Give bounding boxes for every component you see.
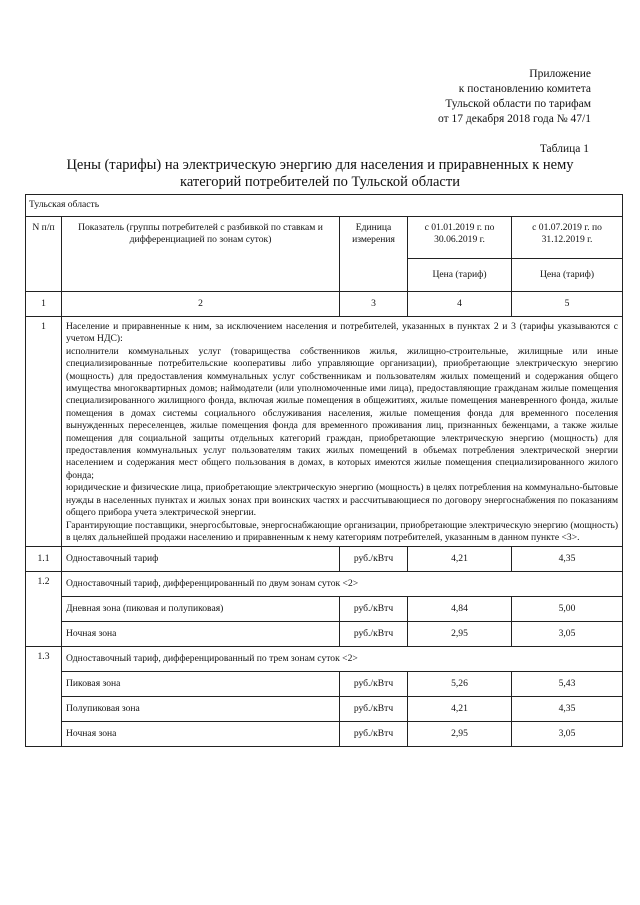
group-1-3-row-unit: руб./кВтч [340,697,408,722]
group-1-3-row-value-1: 2,95 [408,722,512,747]
header-price-1: Цена (тариф) [408,259,512,292]
group-1-2-row-unit: руб./кВтч [340,597,408,622]
row-1-1-value-1: 4,21 [408,547,512,572]
row-1-1-unit: руб./кВтч [340,547,408,572]
col-number: 2 [62,292,340,317]
col-number: 5 [512,292,623,317]
section-1-paragraph: исполнители коммунальных услуг (товарищества собственников жилья, жилищно-строительные, жилищные или иные специализированные потребительские кооперативы либо управляющие организации), приобретающие электрическую энергию (мощность) для предоставления коммунальных услуг собственникам и пользователям жилых помещений и содержания общего имущества многоквартирных домов; наймодатели (или уполномоченные ими лица), предоставляющие гражданам жилые помещения специализированного жилищного фонда, включая жилые помещения в общежитиях, жилые помещения маневренного фонда, жилые помещения в домах системы социального обслуживания населения, жилые помещения фонда для временного поселения вынужденных переселенцев, жилые помещения фонда для временного проживания лиц, признанных беженцами, а также жилые помещения для социальной защиты отдельных категорий граждан, приобретающие электрическую энергию (мощность) для предоставления коммунальных услуг пользователям таких жилых помещений в объемах потребления электрической энергии населением и содержания мест общего пользования в домах, в которых имеются жилые помещения специализированного жилого фонда; [66,345,619,481]
group-1-2-row-value-1: 2,95 [408,622,512,647]
group-1-2-row-unit: руб./кВтч [340,622,408,647]
section-1-num: 1 [26,317,62,547]
appendix-block [331,67,591,127]
group-1-3-row-value-2: 3,05 [512,722,623,747]
appendix-line: Приложение [529,68,591,80]
tariff-table [25,194,623,747]
header-indicator: Показатель (группы потребителей с разбивкой по ставкам и дифференциацией по зонам суток) [62,217,340,292]
section-1-paragraph: Гарантирующие поставщики, энергосбытовые, энергоснабжающие организации, приобретающие электрическую энергию (мощность) в целях дальнейшей продажи населению и приравненным к нему категориям потребителей, указанным в данном пункте <3>. [66,519,619,543]
group-1-3-row-label: Ночная зона [62,722,340,747]
group-1-3-row-label: Пиковая зона [62,672,340,697]
appendix-line: Тульской области по тарифам [445,98,591,110]
group-1-2-row-value-2: 3,05 [512,622,623,647]
header-period-1: с 01.01.2019 г. по 30.06.2019 г. [408,217,512,259]
appendix-line: от 17 декабря 2018 года № 47/1 [438,113,591,125]
group-1-3-row-unit: руб./кВтч [340,722,408,747]
group-1-3-row-value-2: 4,35 [512,697,623,722]
row-1-1-num: 1.1 [26,547,62,572]
group-1-3-label: Одноставочный тариф, дифференцированный по трем зонам суток <2> [62,647,623,672]
group-1-3-num: 1.3 [26,647,62,747]
section-1-paragraph: Население и приравненные к ним, за исключением населения и потребителей, указанных в пунктах 2 и 3 (тарифы указываются с учетом НДС): [66,321,619,345]
header-num: N п/п [26,217,62,292]
group-1-3-row-value-1: 5,26 [408,672,512,697]
appendix-line: к постановлению комитета [458,83,591,95]
col-number: 3 [340,292,408,317]
header-period-2: с 01.07.2019 г. по 31.12.2019 г. [512,217,623,259]
document-title: Цены (тарифы) на электрическую энергию для населения и приравненных к нему категорий потребителей по Тульской области [66,157,574,190]
section-1-paragraph: юридические и физические лица, приобретающие электрическую энергию (мощность) в целях потребления на коммунально-бытовые нужды в населенных пунктах и жилых зонах при воинских частях и рассчитывающиеся по договору энергоснабжения по показаниям общего прибора учета электрической энергии. [66,482,619,519]
group-1-3-row-label: Полупиковая зона [62,697,340,722]
group-1-2-row-value-1: 4,84 [408,597,512,622]
col-number: 1 [26,292,62,317]
col-number: 4 [408,292,512,317]
header-price-2: Цена (тариф) [512,259,623,292]
group-1-3-row-unit: руб./кВтч [340,672,408,697]
row-1-1-value-2: 4,35 [512,547,623,572]
group-1-2-row-label: Дневная зона (пиковая и полупиковая) [62,597,340,622]
header-unit: Единица измерения [340,217,408,292]
row-1-1-label: Одноставочный тариф [62,547,340,572]
group-1-2-num: 1.2 [26,572,62,647]
group-1-2-label: Одноставочный тариф, дифференцированный по двум зонам суток <2> [62,572,623,597]
region-cell: Тульская область [26,195,623,217]
group-1-2-row-label: Ночная зона [62,622,340,647]
group-1-2-row-value-2: 5,00 [512,597,623,622]
group-1-3-row-value-2: 5,43 [512,672,623,697]
group-1-3-row-value-1: 4,21 [408,697,512,722]
section-1-description [62,317,623,547]
table-label: Таблица 1 [539,143,589,155]
